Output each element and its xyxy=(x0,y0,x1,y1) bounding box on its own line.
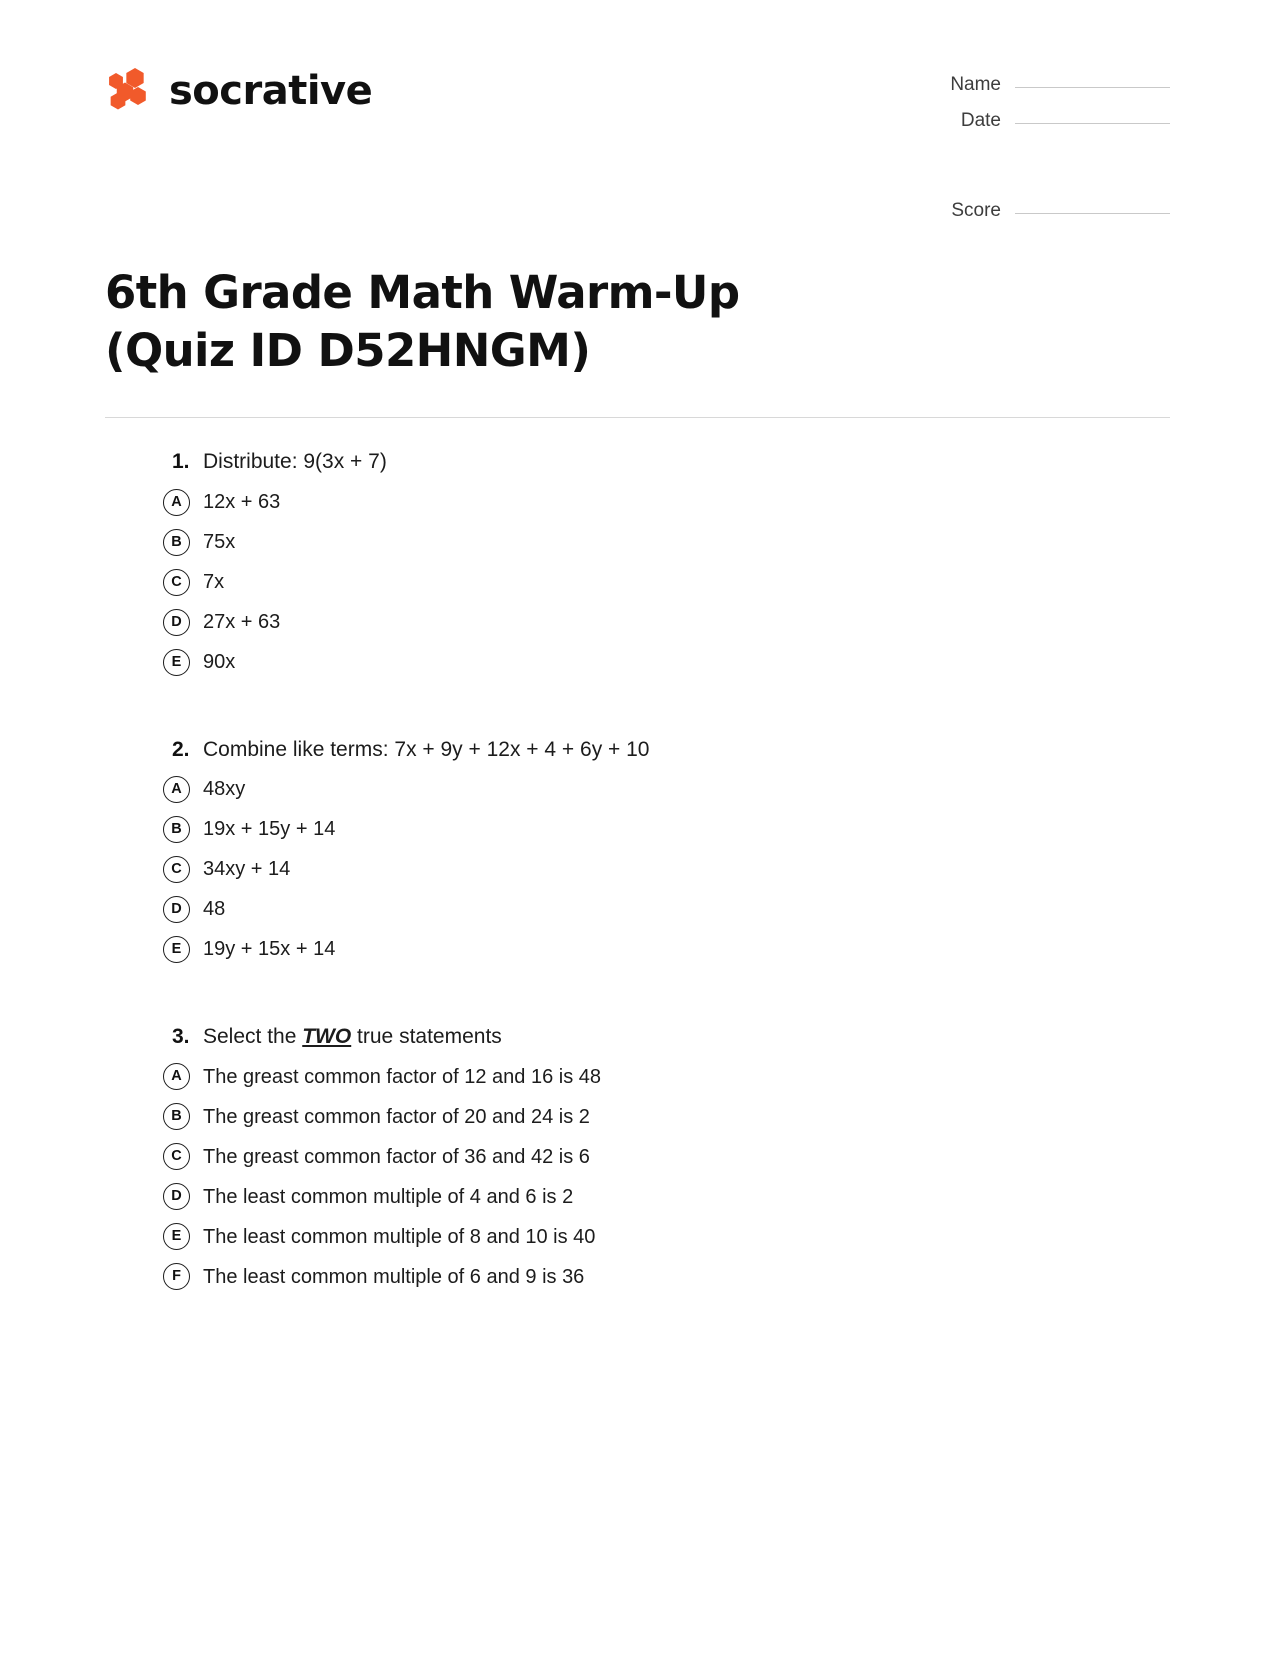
option-letter: C xyxy=(163,1143,190,1170)
option-bubble[interactable] xyxy=(163,1143,203,1170)
option-letter: A xyxy=(163,489,190,516)
date-row xyxy=(932,110,1170,132)
answer-option[interactable] xyxy=(163,1263,1170,1290)
option-letter: B xyxy=(163,816,190,843)
option-text: 27x + 63 xyxy=(203,611,281,634)
option-letter: A xyxy=(163,1063,190,1090)
option-bubble[interactable] xyxy=(163,1183,203,1210)
option-text: 75x xyxy=(203,531,236,554)
question-prompt xyxy=(203,1023,502,1051)
question-prompt xyxy=(203,736,650,764)
option-bubble[interactable] xyxy=(163,649,203,676)
option-letter: E xyxy=(163,936,190,963)
question-header xyxy=(163,448,1170,476)
page-title: 6th Grade Math Warm-Up (Quiz ID D52HNGM) xyxy=(105,266,740,377)
option-text: 12x + 63 xyxy=(203,491,281,514)
answer-option[interactable] xyxy=(163,1183,1170,1210)
option-text: The greast common factor of 36 and 42 is 6 xyxy=(203,1145,590,1168)
option-letter: B xyxy=(163,1103,190,1130)
question-header xyxy=(163,736,1170,764)
answer-option[interactable] xyxy=(163,1063,1170,1090)
question xyxy=(163,1023,1170,1290)
option-text: 48xy xyxy=(203,778,246,801)
option-bubble[interactable] xyxy=(163,1103,203,1130)
option-letter: C xyxy=(163,569,190,596)
answer-option[interactable] xyxy=(163,529,1170,556)
question-prompt-tail: true statements xyxy=(351,1024,502,1048)
option-bubble[interactable] xyxy=(163,489,203,516)
score-label: Score xyxy=(951,200,1001,221)
answer-option[interactable] xyxy=(163,936,1170,963)
page-header xyxy=(105,0,1170,236)
option-letter: D xyxy=(163,609,190,636)
option-bubble[interactable] xyxy=(163,776,203,803)
student-info-block xyxy=(932,60,1170,236)
score-write-in-line[interactable] xyxy=(1015,213,1170,214)
option-letter: D xyxy=(163,896,190,923)
option-letter: F xyxy=(163,1263,190,1290)
option-letter: E xyxy=(163,649,190,676)
question-header xyxy=(163,1023,1170,1051)
date-write-in-line[interactable] xyxy=(1015,123,1170,124)
answer-option[interactable] xyxy=(163,896,1170,923)
option-text: The least common multiple of 8 and 10 is 40 xyxy=(203,1225,596,1248)
option-bubble[interactable] xyxy=(163,936,203,963)
option-bubble[interactable] xyxy=(163,856,203,883)
option-text: 19y + 15x + 14 xyxy=(203,938,336,961)
option-text: 34xy + 14 xyxy=(203,858,291,881)
brand-name: socrative xyxy=(169,68,373,114)
option-text: 48 xyxy=(203,898,226,921)
option-text: The least common multiple of 6 and 9 is 36 xyxy=(203,1265,585,1288)
header-divider xyxy=(105,417,1170,418)
option-text: The greast common factor of 12 and 16 is 48 xyxy=(203,1065,601,1088)
answer-option[interactable] xyxy=(163,776,1170,803)
option-text: 19x + 15y + 14 xyxy=(203,818,336,841)
name-label: Name xyxy=(950,74,1001,95)
option-text: 90x xyxy=(203,651,236,674)
date-label: Date xyxy=(960,110,1001,131)
question-prompt-lead: Distribute: 9(3x + 7) xyxy=(203,450,387,474)
answer-option[interactable] xyxy=(163,649,1170,676)
question-number: 2. xyxy=(172,737,190,761)
question-number: 1. xyxy=(172,450,190,474)
name-row xyxy=(932,74,1170,96)
answer-option[interactable] xyxy=(163,1103,1170,1130)
question-list xyxy=(105,448,1170,1290)
answer-option[interactable] xyxy=(163,1223,1170,1250)
answer-option[interactable] xyxy=(163,489,1170,516)
answer-option[interactable] xyxy=(163,856,1170,883)
question xyxy=(163,448,1170,675)
question-prompt-lead: Select the xyxy=(203,1024,303,1048)
option-letter: A xyxy=(163,776,190,803)
question-prompt-emphasis: TWO xyxy=(302,1024,352,1048)
score-row xyxy=(932,200,1170,222)
option-bubble[interactable] xyxy=(163,1223,203,1250)
option-bubble[interactable] xyxy=(163,896,203,923)
option-letter: B xyxy=(163,529,190,556)
question xyxy=(163,736,1170,963)
socrative-logo xyxy=(105,60,372,122)
option-letter: C xyxy=(163,856,190,883)
hexagon-cluster-icon xyxy=(105,67,153,115)
option-bubble[interactable] xyxy=(163,1063,203,1090)
option-bubble[interactable] xyxy=(163,529,203,556)
answer-option[interactable] xyxy=(163,1143,1170,1170)
option-text: The greast common factor of 20 and 24 is 2 xyxy=(203,1105,590,1128)
question-prompt xyxy=(203,448,387,476)
answer-option[interactable] xyxy=(163,609,1170,636)
option-bubble[interactable] xyxy=(163,609,203,636)
answer-option[interactable] xyxy=(163,569,1170,596)
option-letter: E xyxy=(163,1223,190,1250)
option-bubble[interactable] xyxy=(163,1263,203,1290)
answer-option[interactable] xyxy=(163,816,1170,843)
option-letter: D xyxy=(163,1183,190,1210)
option-bubble[interactable] xyxy=(163,569,203,596)
option-text: The least common multiple of 4 and 6 is 2 xyxy=(203,1185,574,1208)
name-write-in-line[interactable] xyxy=(1015,87,1170,88)
question-prompt-lead: Combine like terms: 7x + 9y + 12x + 4 + 6y + 10 xyxy=(203,737,650,761)
option-text: 7x xyxy=(203,571,225,594)
option-bubble[interactable] xyxy=(163,816,203,843)
question-number: 3. xyxy=(172,1024,190,1048)
